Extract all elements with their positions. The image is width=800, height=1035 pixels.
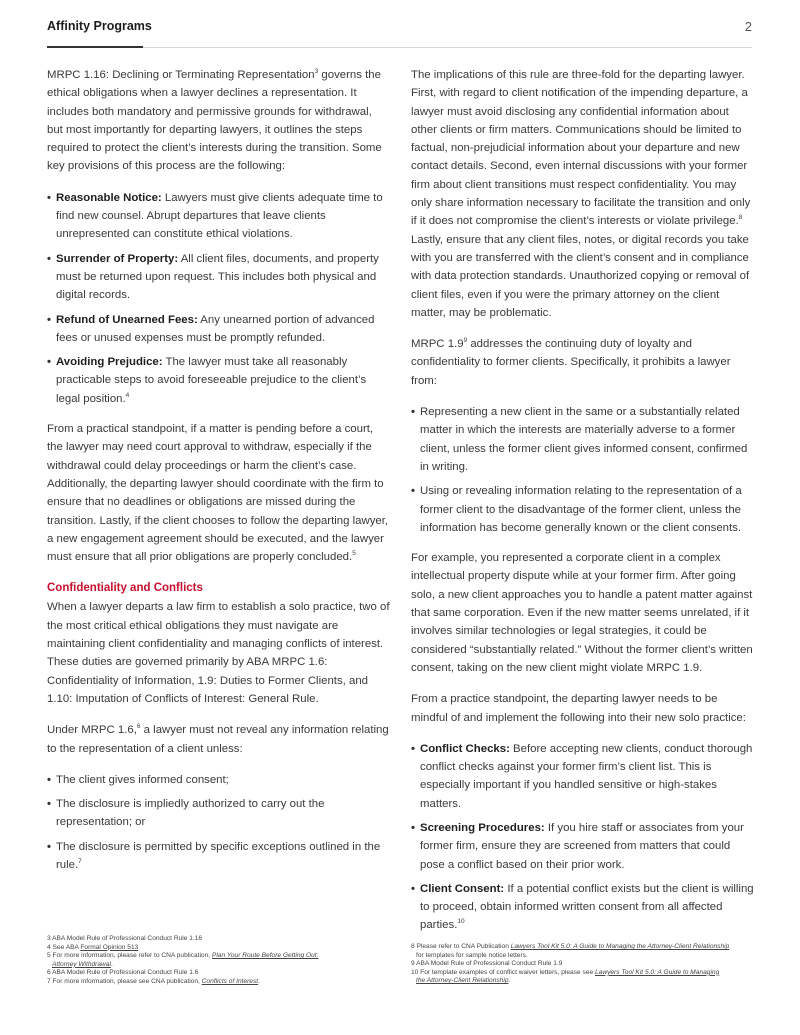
footnote-ref: 4 xyxy=(125,391,130,399)
list-item: • The client gives informed consent; xyxy=(47,771,390,789)
footnote-ref: 10 xyxy=(457,918,465,926)
under-mrpc-paragraph: Under MRPC 1.6,$^6$ a lawyer must not reveal any information relating to the representation of a client unless: xyxy=(47,723,389,755)
footnote-link[interactable]: Attorney Withdrawal xyxy=(52,960,111,968)
list-item: • Refund of Unearned Fees: Any unearned portion of advanced fees or unused expenses must be promptly refunded. xyxy=(47,311,390,348)
practice-paragraph: From a practice standpoint, the departing lawyer needs to be mindful of and implement the following into their new solo practice: xyxy=(411,693,746,724)
list-item: • Representing a new client in the same or a substantially related matter in which the interests are materially adverse to a former client, unless the former client gives informed consent, confirmed in writing. xyxy=(411,403,754,476)
footnote-4: 4 See ABA Formal Opinion 513 xyxy=(47,943,139,951)
footnote-link[interactable]: Lawyers Tool Kit 5.0: A Guide to Managing the Attorney-Client Relationship xyxy=(510,943,730,950)
footnote-6: 6 ABA Model Rule of Professional Conduct Rule 1.6 xyxy=(47,969,199,977)
prohibitions-list xyxy=(411,403,754,537)
footnote-link[interactable]: the Attorney-Client Relationship xyxy=(416,977,509,985)
list-item: • Client Consent: If a potential conflict exists but the client is willing to proceed, obtain informed written consent from all affected parties.$^{10}$ xyxy=(411,880,754,935)
footnote-ref: 7 xyxy=(78,857,82,865)
list-item: • Screening Procedures: If you hire staff or associates from your former firm, ensure they are screened from matters that could pose a conflict based on their prior work. xyxy=(411,819,754,874)
footnote-8: 8 Please refer to CNA Publication Lawyers Tool Kit 5.0: A Guide to Managing the Attorney-Client Relationship for templates for sample notice letters. xyxy=(411,943,730,959)
footnote-link[interactable]: Formal Opinion 513 xyxy=(80,943,139,951)
footnote-ref: 5 xyxy=(352,550,356,558)
list-item: • Reasonable Notice: Lawyers must give clients adequate time to find new counsel. Abrupt departures that leave clients unrepresented can constitute ethical violations. xyxy=(47,189,390,244)
footnote-10: 10 For template examples of conflict waiver letters, please see Lawyers Tool Kit 5.0: A Guide to Managing the Attorney-Client Relationship. xyxy=(411,968,720,985)
footnotes-left xyxy=(47,935,387,987)
header-divider xyxy=(47,47,752,48)
left-column xyxy=(47,66,390,886)
page-header xyxy=(47,19,752,49)
provisions-list xyxy=(47,189,390,408)
brand-title: Affinity Programs xyxy=(47,19,152,33)
mrpc19-paragraph: MRPC $1.9^9$ addresses the continuing duty of loyalty and confidentiality to former clients. Specifically, it prohibits a lawyer from: xyxy=(411,337,731,387)
example-paragraph: For example, you represented a corporate client in a complex intellectual property dispute while at your former firm. After going solo, a new client approaches you to handle a patent matter against that same corporation. Even if the new matter seems unrelated, if it involves similar technologies or legal strategies, it could be considered “substantially related.” Without the former client’s written consent, taking on the new client might violate MRPC 1.9. xyxy=(411,552,753,674)
list-item: • Avoiding Prejudice: The lawyer must take all reasonably practicable steps to avoid foreseeable prejudice to the client’s legal position.$^4$ xyxy=(47,353,390,408)
header-accent-bar xyxy=(47,46,143,48)
footnote-7: 7 For more information, please see CNA publication, Conflicts of Interest. xyxy=(47,977,260,985)
footnote-3: 3 ABA Model Rule of Professional Conduct Rule 1.16 xyxy=(47,935,203,942)
footnote-link[interactable]: Conflicts of Interest xyxy=(201,977,259,985)
intro-paragraph: MRPC 1.16: Declining or Terminating Representation$^3$ governs the ethical obligations when a lawyer declines a representation. It includes both mandatory and permissive grounds for withdrawal, but most importantly for departing lawyers, it outlines the steps required to protect the client’s interests during the transition. Some key provisions of this process are the following: xyxy=(47,68,382,173)
footnote-ref: 9 xyxy=(463,337,468,345)
page-number: 2 xyxy=(744,19,752,34)
footnote-link[interactable]: Plan Your Route Before Getting Out: xyxy=(211,952,319,960)
list-item: • The disclosure is permitted by specific exceptions outlined in the rule.$^7$ xyxy=(47,838,390,875)
footnote-5: 5 For more information, please refer to CNA publication, Plan Your Route Before Getting Out: Attorney Withdrawal. xyxy=(47,952,319,968)
footnotes-right xyxy=(411,943,756,986)
list-item: • Using or revealing information relating to the representation of a former client to the disadvantage of the former client, unless the information has become generally known or the client consents. xyxy=(411,482,754,537)
footnote-ref: 3 xyxy=(314,68,319,75)
measures-list xyxy=(411,740,754,935)
footnote-9: 9 ABA Model Rule of Professional Conduct Rule 1.9 xyxy=(411,960,563,968)
practical-paragraph: From a practical standpoint, if a matter is pending before a court, the lawyer may need court approval to withdraw, especially if the withdrawal could delay proceedings or harm the client’s case. Additionally, the departing lawyer should coordinate with the firm to ensure that no deadlines or obligations are missed during the transition. Lastly, if the client chooses to follow the departing lawyer, a new engagement agreement should be executed, and the lawyer must ensure that all prior obligations are properly concluded.$^5$ xyxy=(47,423,389,564)
section-heading: Confidentiality and Conflicts xyxy=(47,582,203,595)
footnote-ref: 6 xyxy=(136,723,141,731)
footnote-ref: 8 xyxy=(738,214,743,222)
confidentiality-paragraph: When a lawyer departs a law firm to establish a solo practice, two of the most critical ethical obligations they must navigate are maintaining client confidentiality and managing conflicts of interest. These duties are governed primarily by ABA MRPC 1.6: Confidentiality of Information, 1.9: Duties to Former Clients, and 1.10: Imputation of Conflicts of Interest: General Rule. xyxy=(47,601,390,705)
right-column xyxy=(411,66,754,947)
list-item: • Conflict Checks: Before accepting new clients, conduct thorough conflict checks against your former firm’s client list. This is especially important if you handled sensitive or high-stakes matters. xyxy=(411,740,754,813)
implications-paragraph: The implications of this rule are three-fold for the departing lawyer. First, with regard to client notification of the impending departure, a lawyer must avoid disclosing any confidential information about other clients or firm matters. Communications should be limited to factual, non-prejudicial information about your departure and new contact details. Second, even internal discussions with your former firm about client transitions must respect confidentiality. You may only share information necessary to facilitate the transition and only if it does not compromise the client’s interests or violate privilege.$^8$ Lastly, ensure that any client files, notes, or digital records you take with you are transferred with the client’s consent and in compliance with data protection standards. Unauthorized copying or removal of client files, even if you were the primary attorney on the client matter, may be problematic. xyxy=(411,69,751,319)
list-item: • The disclosure is impliedly authorized to carry out the representation; or xyxy=(47,795,390,832)
list-item: • Surrender of Property: All client files, documents, and property must be returned upon request. This includes both physical and digital records. xyxy=(47,250,390,305)
disclosure-exceptions-list xyxy=(47,771,390,874)
footnote-link[interactable]: Lawyers Tool Kit 5.0: A Guide to Managing xyxy=(594,968,720,976)
